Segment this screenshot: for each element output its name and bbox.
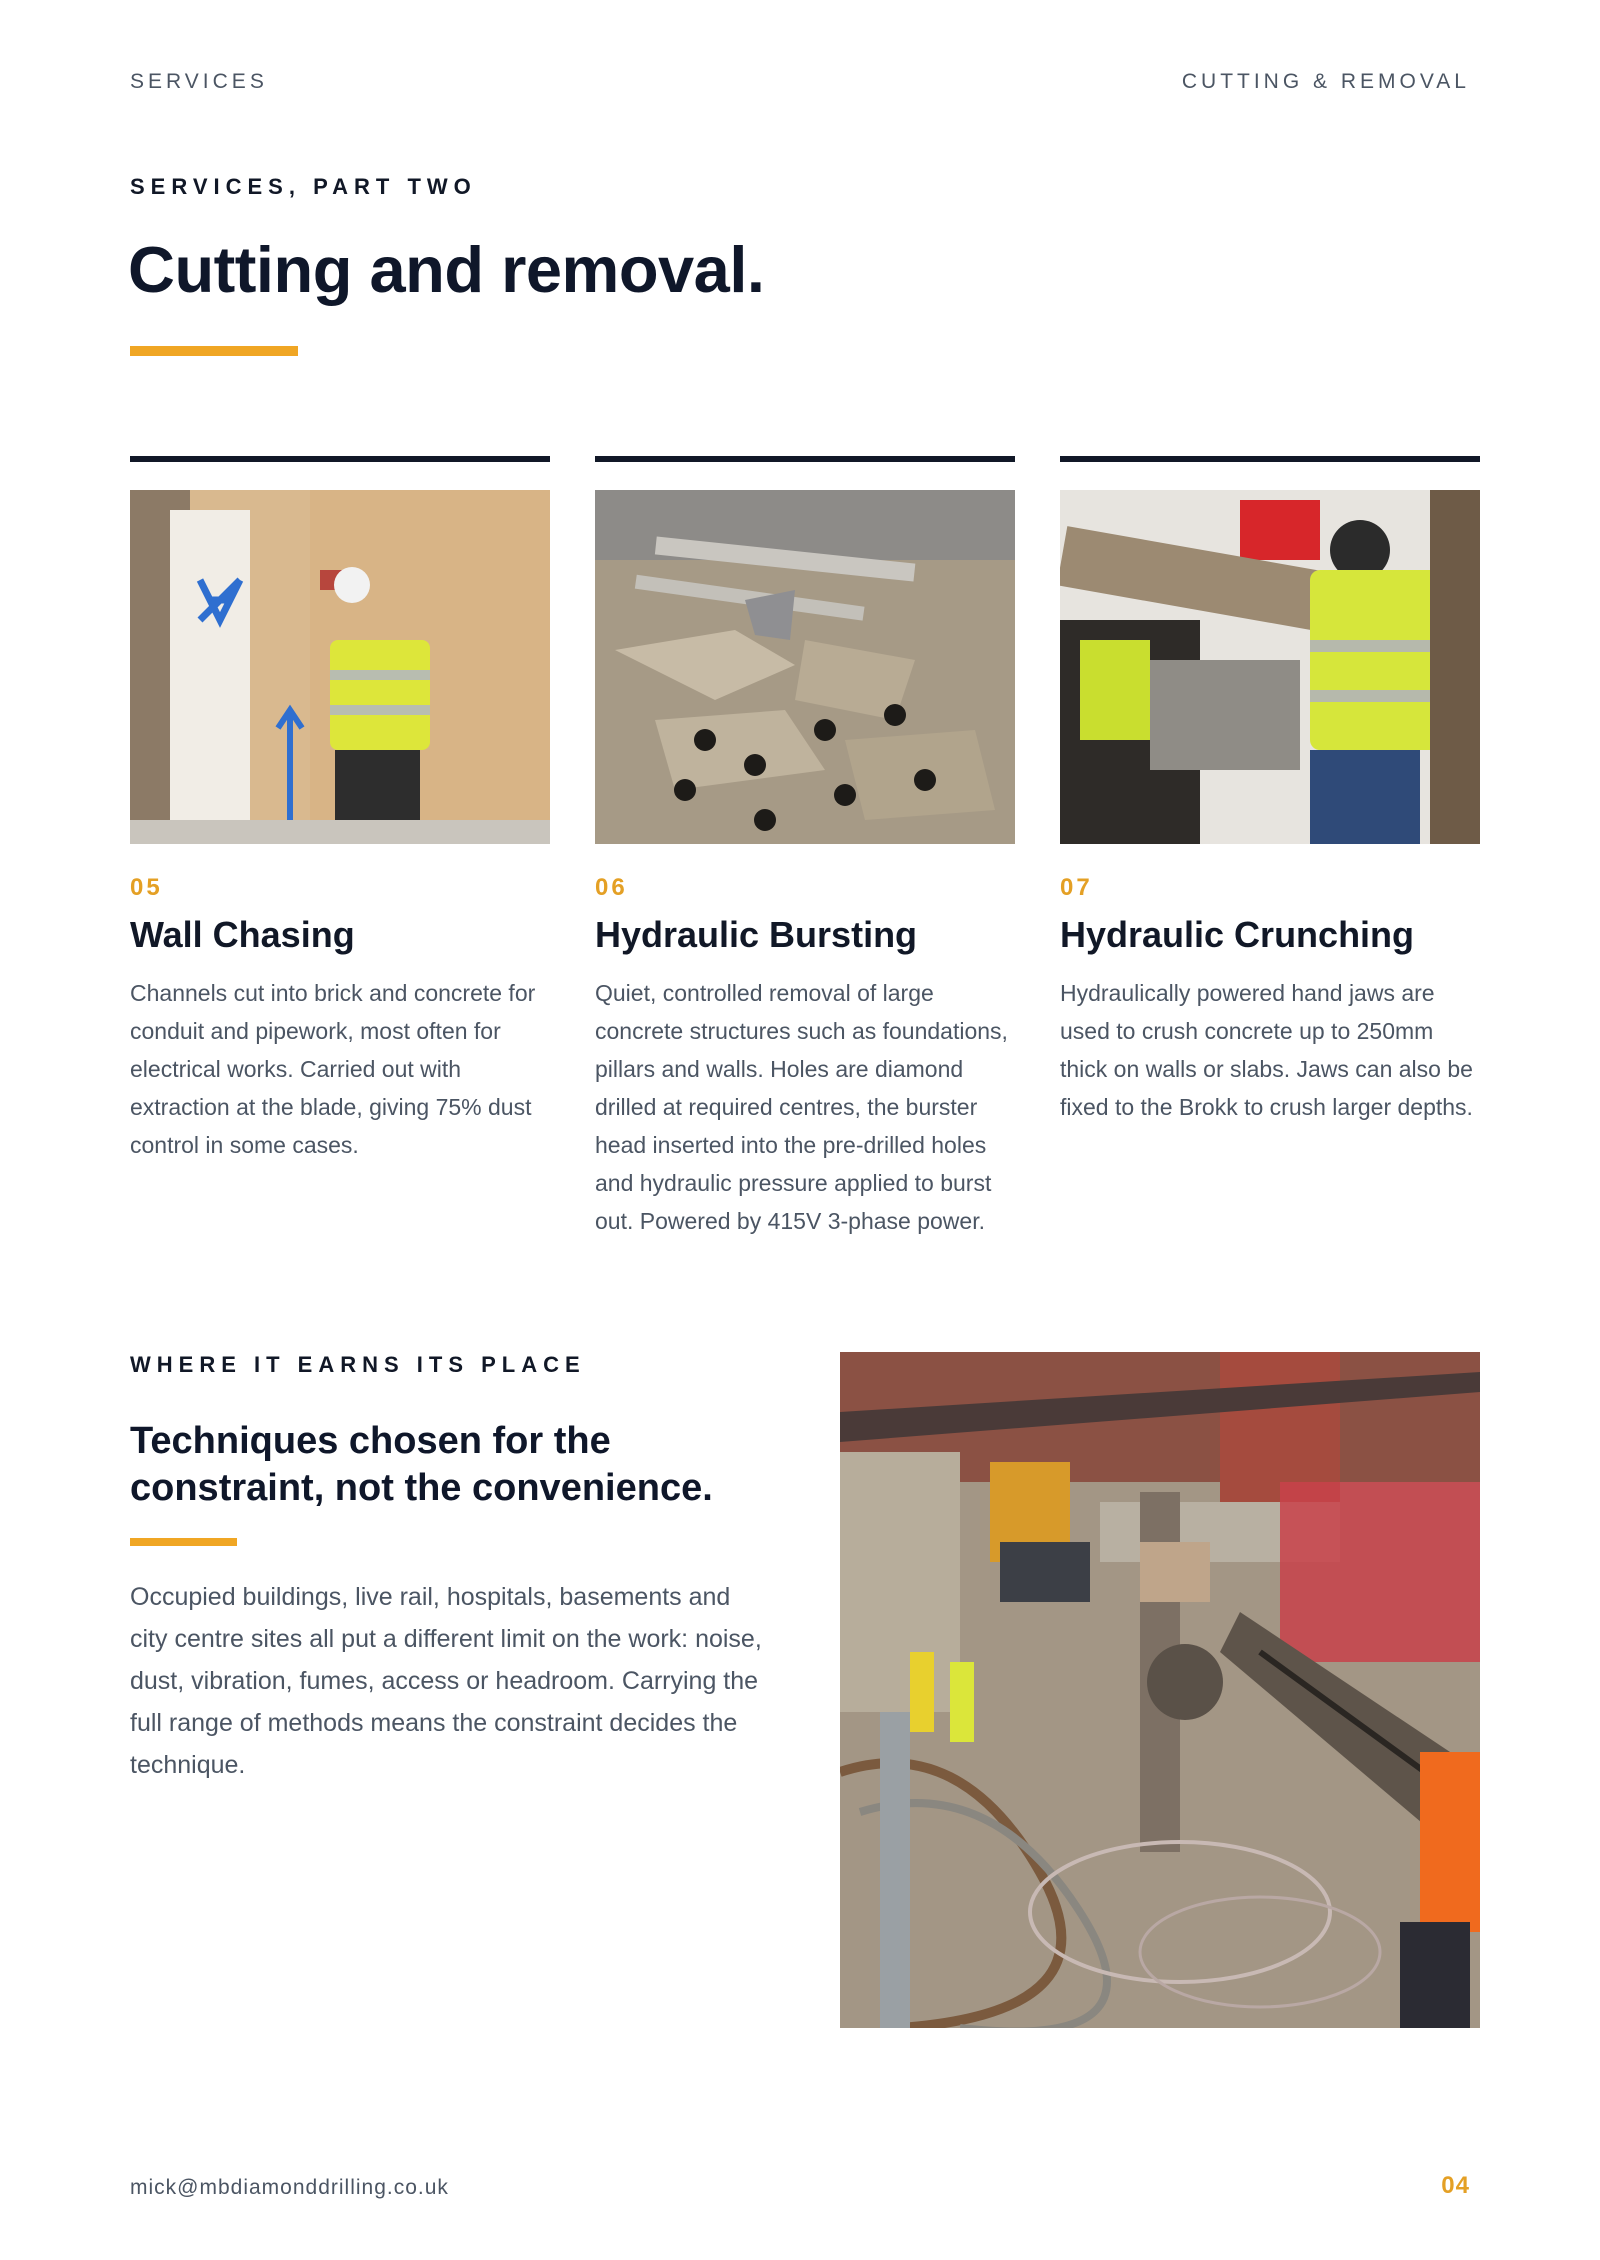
running-head-right: CUTTING & REMOVAL bbox=[1181, 70, 1470, 93]
wall-chasing-photo bbox=[130, 490, 550, 844]
card-rule bbox=[595, 456, 1015, 462]
running-head-left: SERVICES bbox=[130, 70, 268, 93]
service-number: 05 bbox=[130, 874, 163, 901]
accent-bar bbox=[130, 1538, 237, 1546]
wire-saw-site-photo bbox=[840, 1352, 1480, 2028]
service-description: Channels cut into brick and concrete for conduit and pipework, most often for electrical works. Carried out with extraction at the blade, giving 75% dust control in some cases. bbox=[130, 980, 536, 1158]
section-description: Occupied buildings, live rail, hospitals, basements and city centre sites all put a different limit on the work: noise, dust, vibration, fumes, access or headroom. Carrying the full range of methods means the constraint decides the technique. bbox=[130, 1583, 762, 1779]
page-title: Cutting and removal. bbox=[128, 233, 765, 306]
section-title: Techniques chosen for the constraint, not the convenience. bbox=[130, 1420, 713, 1509]
section-eyebrow: SERVICES, PART TWO bbox=[130, 174, 477, 199]
service-title: Hydraulic Bursting bbox=[595, 914, 918, 955]
service-number: 07 bbox=[1060, 874, 1093, 901]
service-card-hydraulic-crunching bbox=[1060, 456, 1480, 1126]
service-description: Quiet, controlled removal of large concrete structures such as foundations, pillars and walls. Holes are diamond drilled at required centres, the burster head inserted into the pre-drilled holes and hydraulic pressure applied to burst out. Powered by 415V 3-phase power. bbox=[595, 980, 1008, 1234]
footer-email[interactable]: mick@mbdiamonddrilling.co.uk bbox=[130, 2176, 449, 2199]
page-number: 04 bbox=[1441, 2172, 1470, 2199]
service-title: Hydraulic Crunching bbox=[1060, 914, 1415, 955]
section-eyebrow: WHERE IT EARNS ITS PLACE bbox=[130, 1352, 586, 1377]
service-title: Wall Chasing bbox=[130, 914, 355, 955]
accent-bar bbox=[130, 346, 298, 356]
card-rule bbox=[1060, 456, 1480, 462]
service-description: Hydraulically powered hand jaws are used to crush concrete up to 250mm thick on walls or slabs. Jaws can also be fixed to the Brokk to crush larger depths. bbox=[1060, 980, 1473, 1120]
service-number: 06 bbox=[595, 874, 628, 901]
service-card-wall-chasing bbox=[130, 456, 550, 1164]
service-card-hydraulic-bursting bbox=[595, 456, 1015, 1240]
hydraulic-crunching-photo bbox=[1060, 490, 1480, 844]
hydraulic-bursting-photo bbox=[595, 490, 1015, 844]
card-rule bbox=[130, 456, 550, 462]
